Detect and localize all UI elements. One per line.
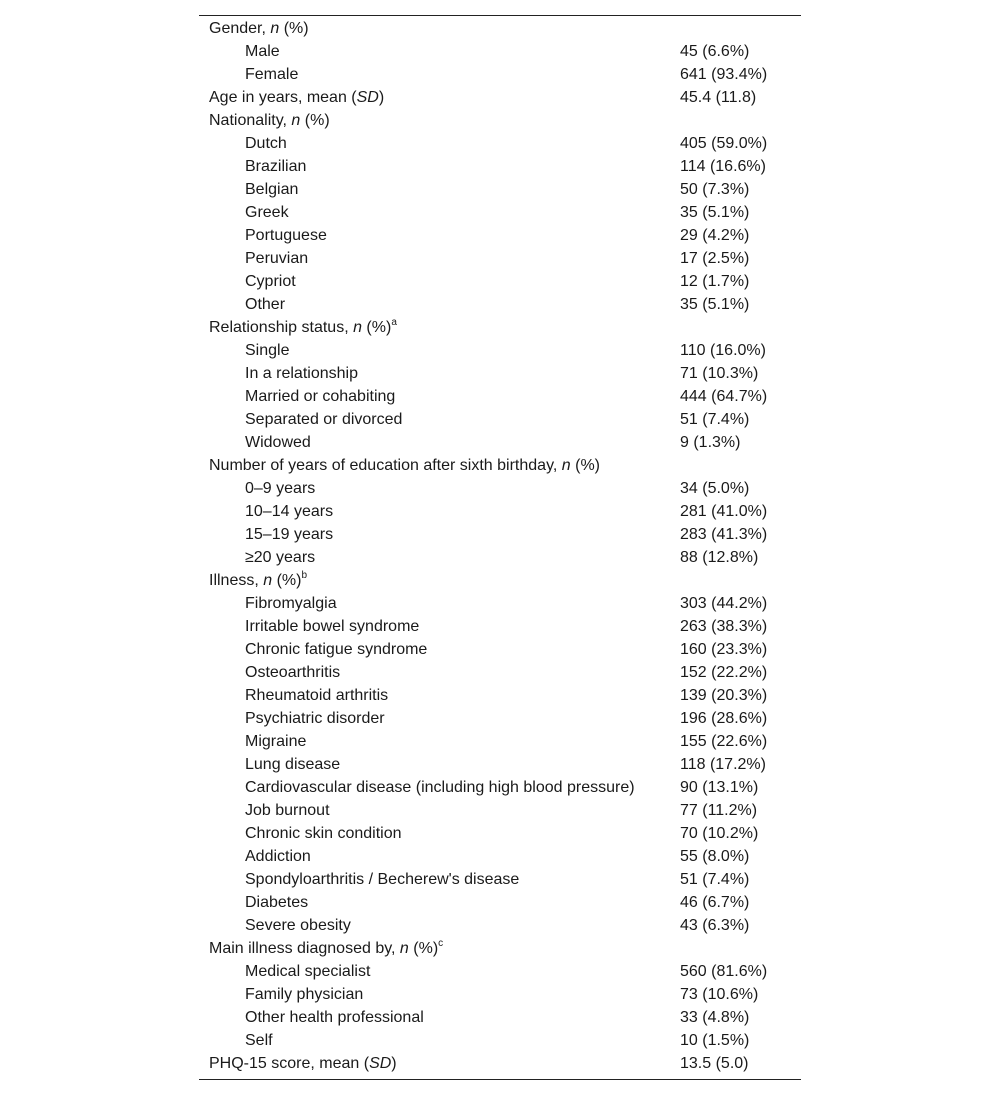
stat-symbol: n: [561, 457, 571, 474]
category-label: [209, 569, 307, 592]
row-value: 9 (1.3%): [680, 434, 741, 451]
label-text-suffix: (%): [570, 457, 600, 474]
table-row-item: [199, 155, 801, 178]
label-text: Nationality,: [209, 112, 292, 129]
table-row-item: [199, 753, 801, 776]
table-row-item: [199, 776, 801, 799]
row-value: 303 (44.2%): [680, 595, 768, 612]
row-value: 70 (10.2%): [680, 825, 759, 842]
row-value: 55 (8.0%): [680, 848, 750, 865]
table-row-category: [199, 1052, 801, 1075]
table-row-item: [199, 822, 801, 845]
table-row-item: [199, 868, 801, 891]
row-label: Male: [245, 43, 280, 60]
row-value: 17 (2.5%): [680, 250, 750, 267]
row-value: 110 (16.0%): [680, 342, 766, 359]
row-label: Lung disease: [245, 756, 341, 773]
stat-symbol: n: [291, 112, 301, 129]
label-text: Number of years of education after sixth birthday,: [209, 457, 562, 474]
table-row-item: [199, 224, 801, 247]
table-row-item: [199, 40, 801, 63]
row-value: 13.5 (5.0): [680, 1055, 749, 1072]
row-value: 160 (23.3%): [680, 641, 768, 658]
table-row-category: [199, 316, 801, 339]
row-label: Other health professional: [245, 1009, 424, 1026]
table-row-item: [199, 615, 801, 638]
row-value: 118 (17.2%): [680, 756, 766, 773]
row-value: 90 (13.1%): [680, 779, 759, 796]
row-value: 45.4 (11.8): [680, 89, 757, 106]
table-row-item: [199, 293, 801, 316]
table-row-item: [199, 408, 801, 431]
row-value: 10 (1.5%): [680, 1032, 750, 1049]
row-label: Portuguese: [245, 227, 327, 244]
row-label: Medical specialist: [245, 963, 371, 980]
table-row-category: [199, 109, 801, 132]
row-value: 88 (12.8%): [680, 549, 759, 566]
label-text: Illness,: [209, 572, 264, 589]
label-text-suffix: ): [391, 1055, 397, 1072]
row-value: 35 (5.1%): [680, 296, 750, 313]
row-value: 139 (20.3%): [680, 687, 768, 704]
table-row-item: [199, 270, 801, 293]
row-value: 283 (41.3%): [680, 526, 768, 543]
row-label: 0–9 years: [245, 480, 316, 497]
row-value: 12 (1.7%): [680, 273, 750, 290]
row-label: Single: [245, 342, 290, 359]
label-text-suffix: (%): [272, 572, 302, 589]
row-label: Osteoarthritis: [245, 664, 341, 681]
row-value: 33 (4.8%): [680, 1009, 750, 1026]
row-label: Cypriot: [245, 273, 296, 290]
row-value: 35 (5.1%): [680, 204, 750, 221]
table-row-category: [199, 17, 801, 40]
table-row-item: [199, 178, 801, 201]
row-value: 196 (28.6%): [680, 710, 768, 727]
category-label: [209, 17, 309, 40]
row-label: 15–19 years: [245, 526, 334, 543]
table-row-category: [199, 86, 801, 109]
table-row-item: [199, 201, 801, 224]
table-row-item: [199, 914, 801, 937]
row-label: Female: [245, 66, 299, 83]
footnote-marker: c: [438, 938, 444, 949]
table-row-item: [199, 592, 801, 615]
row-label: Psychiatric disorder: [245, 710, 385, 727]
label-text-suffix: (%): [300, 112, 330, 129]
row-label: Brazilian: [245, 158, 307, 175]
row-value: 281 (41.0%): [680, 503, 768, 520]
row-label: Other: [245, 296, 286, 313]
table-row-item: [199, 63, 801, 86]
table-row-category: [199, 937, 801, 960]
row-label: Migraine: [245, 733, 307, 750]
table-row-category: [199, 454, 801, 477]
row-value: 77 (11.2%): [680, 802, 758, 819]
category-label: [209, 109, 330, 132]
row-label: Dutch: [245, 135, 287, 152]
table-row-item: [199, 707, 801, 730]
stat-symbol: n: [263, 572, 273, 589]
row-label: 10–14 years: [245, 503, 334, 520]
row-value: 71 (10.3%): [680, 365, 759, 382]
table-row-item: [199, 1029, 801, 1052]
row-label: Job burnout: [245, 802, 330, 819]
row-label: Irritable bowel syndrome: [245, 618, 420, 635]
row-value: 114 (16.6%): [680, 158, 766, 175]
row-label: Family physician: [245, 986, 364, 1003]
table-row-item: [199, 477, 801, 500]
table-row-category: [199, 569, 801, 592]
row-label: Widowed: [245, 434, 311, 451]
stat-symbol: SD: [369, 1055, 392, 1072]
footnote-marker: b: [301, 570, 308, 581]
row-value: 29 (4.2%): [680, 227, 750, 244]
stat-symbol: n: [353, 319, 362, 336]
row-value: 263 (38.3%): [680, 618, 768, 635]
demographics-table: [199, 15, 801, 1080]
label-text-suffix: ): [378, 89, 385, 106]
row-label: ≥20 years: [245, 549, 316, 566]
table-row-item: [199, 661, 801, 684]
row-value: 51 (7.4%): [680, 871, 750, 888]
table-row-item: [199, 247, 801, 270]
category-label: [209, 454, 600, 477]
label-text: Main illness diagnosed by,: [209, 940, 400, 957]
table-row-item: [199, 799, 801, 822]
row-label: Rheumatoid arthritis: [245, 687, 389, 704]
row-label: Chronic skin condition: [245, 825, 402, 842]
table-row-item: [199, 362, 801, 385]
stat-symbol: n: [270, 20, 280, 37]
label-text: PHQ-15 score, mean (: [209, 1055, 370, 1072]
row-value: 50 (7.3%): [680, 181, 750, 198]
table-row-item: [199, 891, 801, 914]
row-label: Greek: [245, 204, 289, 221]
category-label: [209, 1052, 397, 1075]
table-row-item: [199, 132, 801, 155]
row-label: Diabetes: [245, 894, 309, 911]
label-text: Relationship status,: [209, 319, 354, 336]
row-label: Severe obesity: [245, 917, 351, 934]
footnote-marker: a: [391, 317, 397, 328]
row-label: Spondyloarthritis / Becherew's disease: [245, 871, 520, 888]
table-row-item: [199, 431, 801, 454]
row-value: 155 (22.6%): [680, 733, 768, 750]
table-row-item: [199, 523, 801, 546]
row-value: 560 (81.6%): [680, 963, 768, 980]
stat-symbol: SD: [356, 89, 379, 106]
row-label: Self: [245, 1032, 273, 1049]
table-row-item: [199, 500, 801, 523]
row-value: 46 (6.7%): [680, 894, 750, 911]
row-value: 405 (59.0%): [680, 135, 768, 152]
table-row-item: [199, 339, 801, 362]
label-text-suffix: (%): [408, 940, 439, 957]
stat-symbol: n: [399, 940, 409, 957]
table-row-item: [199, 638, 801, 661]
row-value: 641 (93.4%): [680, 66, 768, 83]
table-row-item: [199, 730, 801, 753]
table-row-item: [199, 1006, 801, 1029]
label-text: Gender,: [209, 20, 271, 37]
table-row-item: [199, 684, 801, 707]
table-row-item: [199, 983, 801, 1006]
category-label: [209, 316, 397, 339]
table-body: [199, 16, 801, 1079]
row-value: 73 (10.6%): [680, 986, 759, 1003]
table-row-item: [199, 546, 801, 569]
row-label: Chronic fatigue syndrome: [245, 641, 428, 658]
table-row-item: [199, 960, 801, 983]
row-label: Fibromyalgia: [245, 595, 337, 612]
row-value: 51 (7.4%): [680, 411, 750, 428]
row-value: 43 (6.3%): [680, 917, 750, 934]
label-text-suffix: (%): [361, 319, 392, 336]
category-label: [209, 86, 384, 109]
row-label: Addiction: [245, 848, 311, 865]
row-label: Married or cohabiting: [245, 388, 396, 405]
row-value: 444 (64.7%): [680, 388, 768, 405]
row-label: Belgian: [245, 181, 299, 198]
row-value: 152 (22.2%): [680, 664, 768, 681]
row-label: In a relationship: [245, 365, 358, 382]
row-label: Peruvian: [245, 250, 309, 267]
row-label: Separated or divorced: [245, 411, 403, 428]
table-row-item: [199, 385, 801, 408]
label-text: Age in years, mean (: [209, 89, 357, 106]
row-value: 34 (5.0%): [680, 480, 750, 497]
category-label: [209, 937, 443, 960]
table-row-item: [199, 845, 801, 868]
label-text-suffix: (%): [279, 20, 309, 37]
row-label: Cardiovascular disease (including high blood pressure): [245, 779, 635, 796]
row-value: 45 (6.6%): [680, 43, 750, 60]
